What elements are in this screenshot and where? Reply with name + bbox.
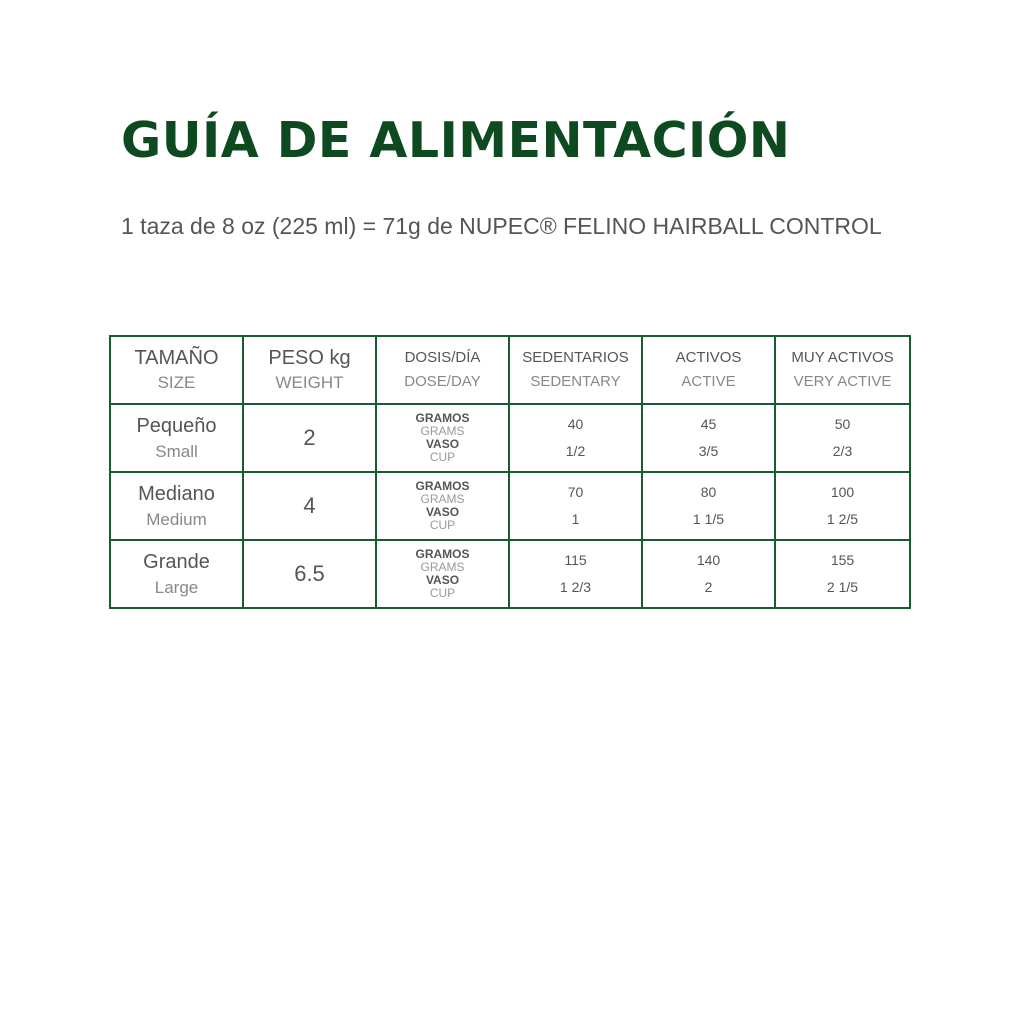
cup-value: 1/2 — [565, 443, 586, 459]
header-sedentary-label: SEDENTARIOS — [522, 349, 629, 366]
grams-value: 45 — [700, 416, 717, 432]
very-active-cell — [775, 472, 910, 540]
header-very-active-label: MUY ACTIVOS — [791, 349, 894, 366]
header-weight-label-en: WEIGHT — [275, 373, 344, 392]
header-very-active — [775, 336, 910, 404]
size-label: Grande — [143, 551, 210, 573]
table-header-row — [110, 336, 910, 404]
cup-value: 1 2/3 — [559, 579, 592, 595]
cup-equivalence-note: 1 taza de 8 oz (225 ml) = 71g de NUPEC® FELINO HAIRBALL CONTROL — [121, 213, 882, 239]
cup-value: 3/5 — [698, 443, 719, 459]
grams-value: 155 — [830, 552, 855, 568]
grams-value: 115 — [564, 552, 587, 568]
weight-value: 6.5 — [294, 561, 325, 586]
dose-grams-label-en: GRAMS — [420, 492, 465, 506]
cup-value: 2 1/5 — [826, 579, 859, 595]
dose-cup-label-en: CUP — [429, 586, 456, 600]
header-size-label: TAMAÑO — [134, 347, 219, 369]
active-cell — [642, 404, 775, 472]
cup-value: 1 2/5 — [826, 511, 859, 527]
grams-value: 140 — [696, 552, 721, 568]
size-label-en: Medium — [146, 510, 207, 529]
cup-value: 2/3 — [832, 443, 853, 459]
header-dose-label: DOSIS/DÍA — [404, 349, 481, 366]
very-active-cell — [775, 404, 910, 472]
dose-cup-label: VASO — [425, 505, 460, 519]
header-weight — [243, 336, 376, 404]
size-cell — [110, 404, 243, 472]
table-row — [110, 540, 910, 608]
grams-value: 100 — [830, 484, 855, 500]
grams-value: 50 — [834, 416, 851, 432]
dose-cup-label-en: CUP — [429, 518, 456, 532]
cup-value: 2 — [704, 579, 713, 595]
size-label-en: Small — [155, 442, 198, 461]
sedentary-cell — [509, 540, 642, 608]
table-row — [110, 472, 910, 540]
header-sedentary — [509, 336, 642, 404]
weight-value: 4 — [303, 493, 316, 518]
dose-grams-label: GRAMOS — [415, 411, 470, 425]
weight-cell — [243, 404, 376, 472]
header-very-active-label-en: VERY ACTIVE — [793, 373, 892, 390]
grams-value: 80 — [700, 484, 717, 500]
header-dose — [376, 336, 509, 404]
weight-cell — [243, 472, 376, 540]
size-cell — [110, 540, 243, 608]
cup-value: 1 1/5 — [692, 511, 725, 527]
weight-cell — [243, 540, 376, 608]
header-active — [642, 336, 775, 404]
feeding-guide-table — [109, 335, 911, 609]
grams-value: 40 — [567, 416, 584, 432]
header-size-label-en: SIZE — [157, 373, 196, 392]
size-label: Pequeño — [136, 415, 217, 437]
dose-grams-label-en: GRAMS — [420, 424, 465, 438]
active-cell — [642, 540, 775, 608]
weight-value: 2 — [303, 425, 316, 450]
size-cell — [110, 472, 243, 540]
dose-grams-label: GRAMOS — [415, 479, 470, 493]
sedentary-cell — [509, 404, 642, 472]
dose-cup-label: VASO — [425, 573, 460, 587]
very-active-cell — [775, 540, 910, 608]
sedentary-cell — [509, 472, 642, 540]
dose-cup-label: VASO — [425, 437, 460, 451]
grams-value: 70 — [567, 484, 584, 500]
header-active-label: ACTIVOS — [675, 349, 742, 366]
header-active-label-en: ACTIVE — [681, 373, 736, 390]
dose-cup-label-en: CUP — [429, 450, 456, 464]
size-label: Mediano — [138, 483, 215, 505]
page-title: GUÍA DE ALIMENTACIÓN — [121, 112, 791, 169]
dose-grams-label: GRAMOS — [415, 547, 470, 561]
header-dose-label-en: DOSE/DAY — [404, 373, 481, 390]
header-weight-label: PESO kg — [268, 347, 351, 369]
dose-cell — [376, 404, 509, 472]
dose-grams-label-en: GRAMS — [420, 560, 465, 574]
dose-cell — [376, 472, 509, 540]
active-cell — [642, 472, 775, 540]
table-row — [110, 404, 910, 472]
cup-value: 1 — [571, 511, 580, 527]
size-label-en: Large — [154, 578, 199, 597]
header-sedentary-label-en: SEDENTARY — [530, 373, 621, 390]
header-size — [110, 336, 243, 404]
dose-cell — [376, 540, 509, 608]
